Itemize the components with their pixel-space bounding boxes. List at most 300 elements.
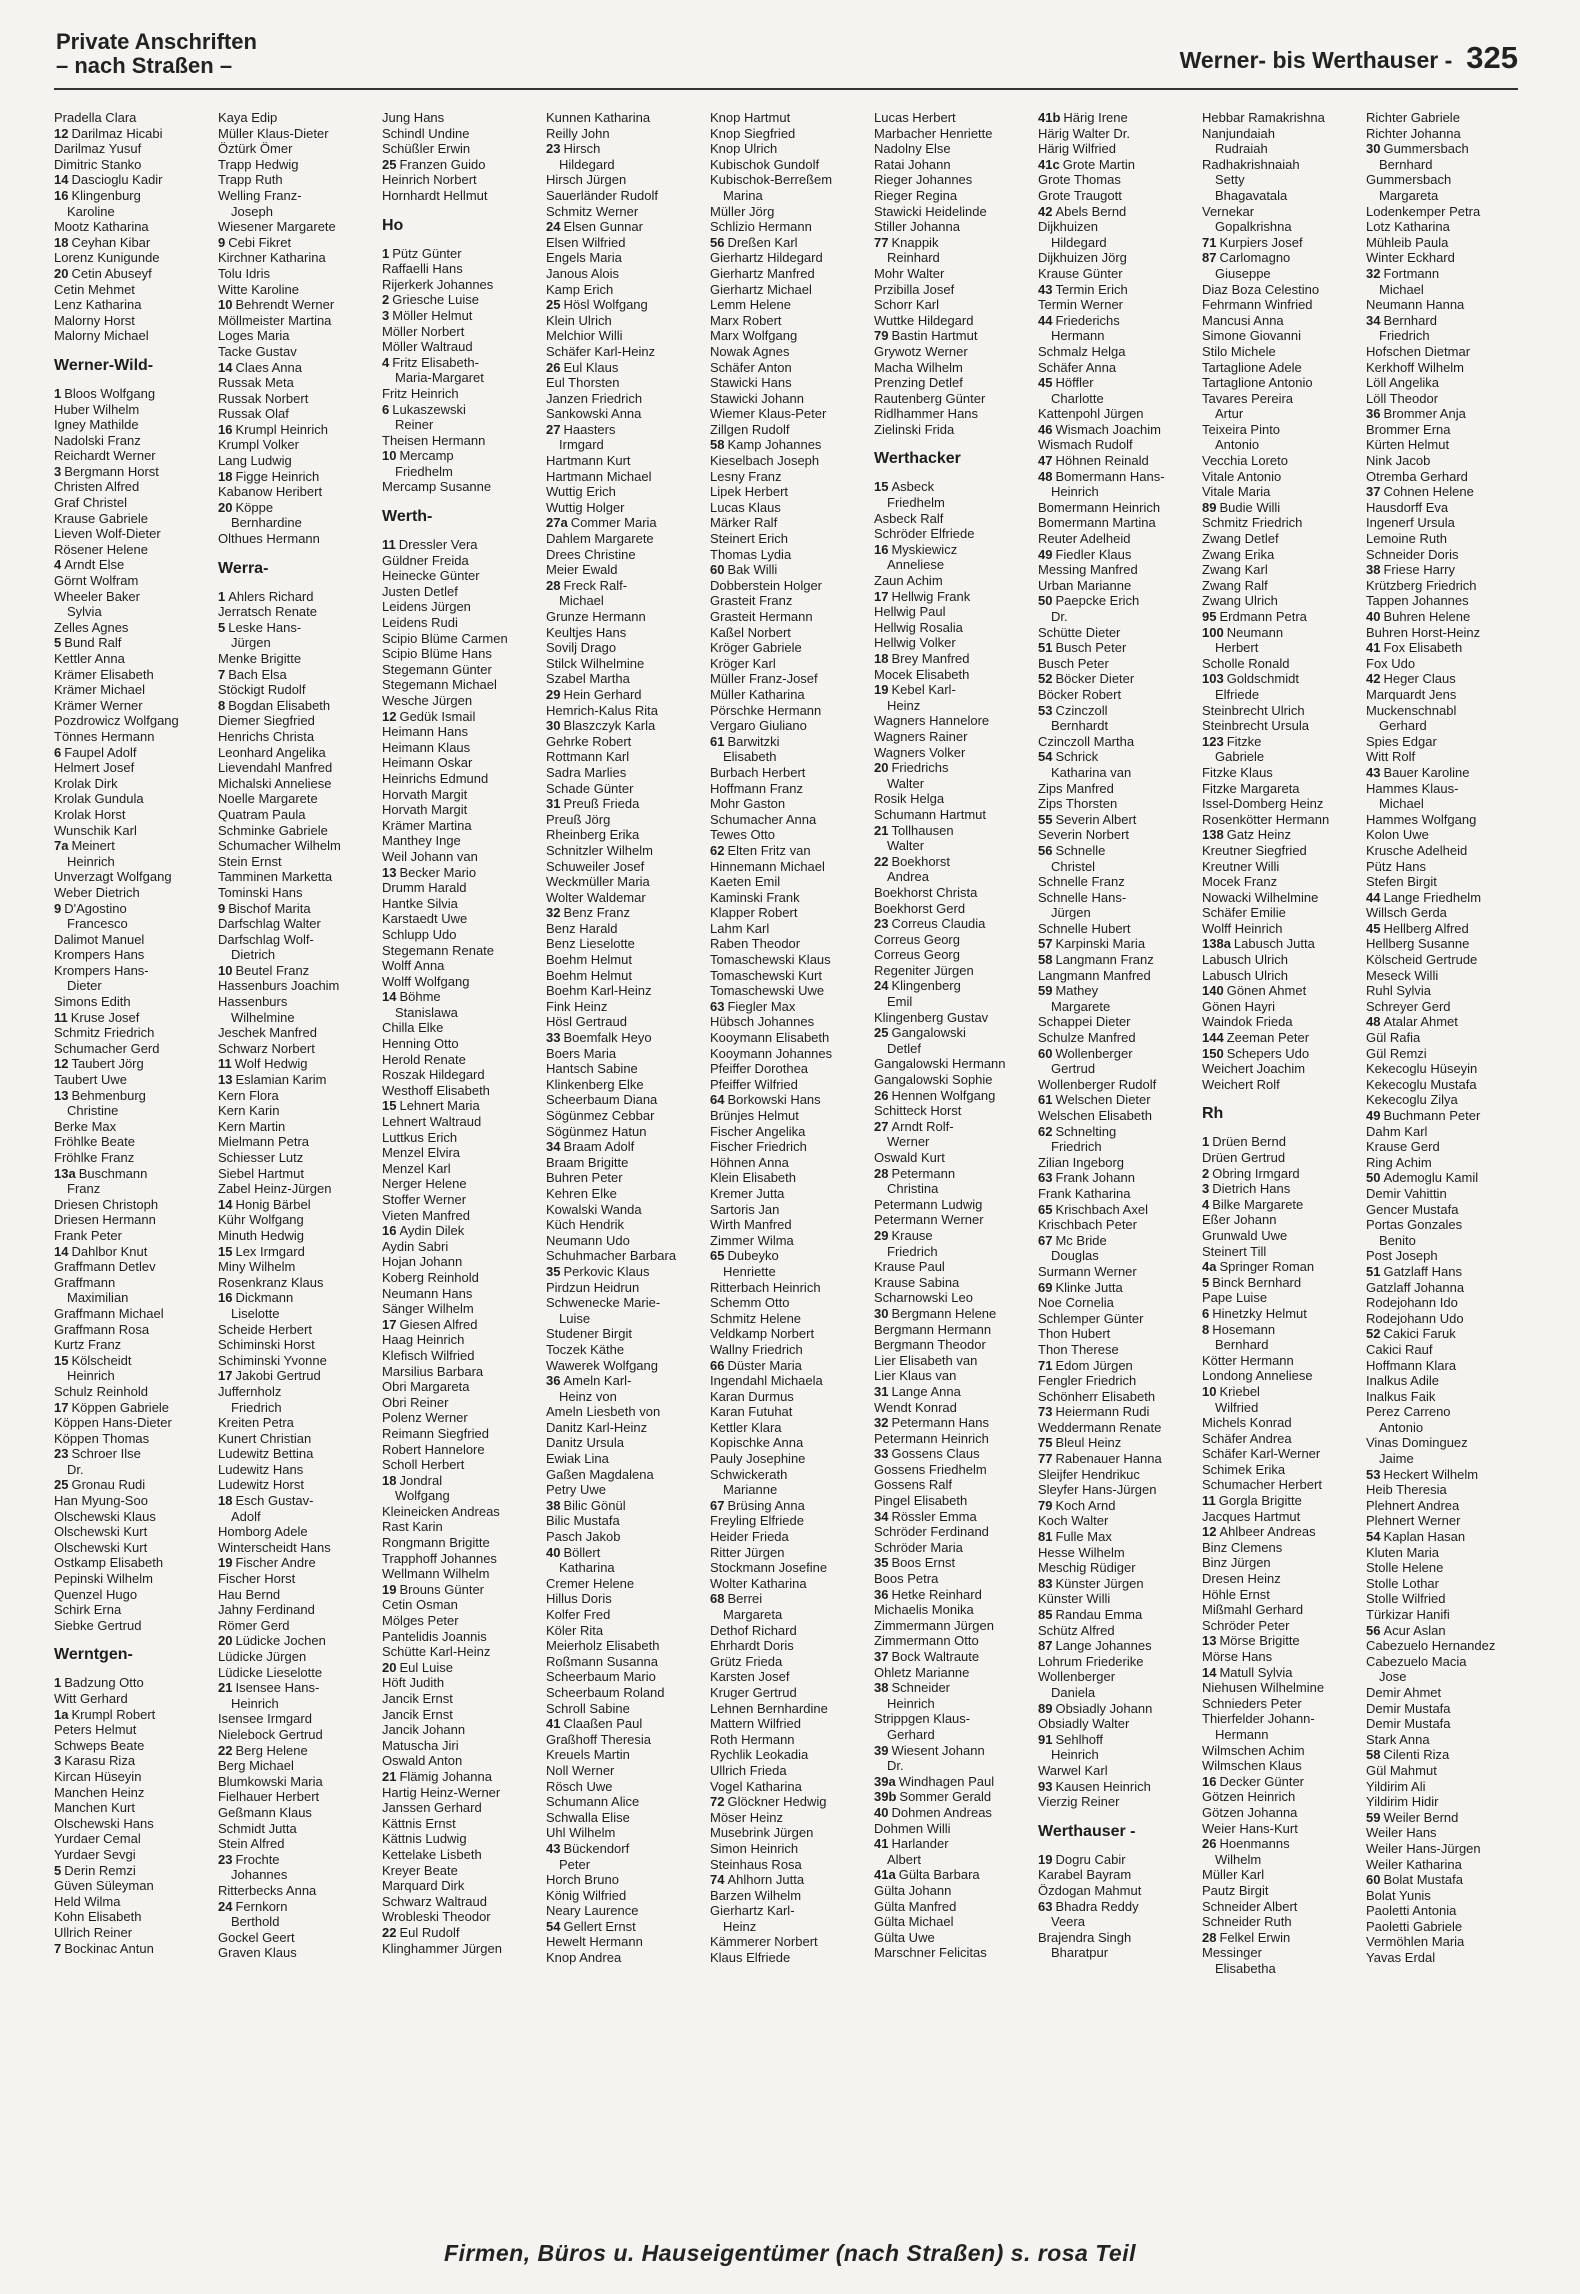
- resident-entry: [874, 791, 1032, 807]
- resident-name: Diaz Boza Celestino: [1202, 281, 1320, 297]
- resident-name: Boekhorst Christa: [874, 884, 978, 900]
- house-number: 40: [874, 1804, 889, 1820]
- resident-name: Schröder Ferdinand: [874, 1524, 989, 1540]
- resident-entry: [1202, 328, 1360, 344]
- resident-name: Krolak Dirk: [54, 775, 118, 791]
- resident-name: Noe Cornelia: [1038, 1295, 1114, 1311]
- resident-entry: [382, 646, 540, 662]
- resident-name: Behmenburg: [71, 1087, 146, 1103]
- resident-entry: [546, 1529, 704, 1545]
- resident-entry: [382, 833, 540, 849]
- resident-name: Hellwig Frank: [891, 588, 971, 604]
- resident-entry: [546, 126, 704, 142]
- resident-entry: [1038, 1420, 1196, 1436]
- resident-name: Heimann Oskar: [382, 755, 473, 771]
- resident-entry: [1202, 282, 1360, 298]
- resident-entry: [54, 402, 212, 418]
- resident-name: Hoffmann Klara: [1366, 1357, 1457, 1373]
- resident-name: Rosenkranz Klaus: [218, 1274, 324, 1290]
- resident-name: Yildirim Hidir: [1366, 1794, 1439, 1810]
- resident-entry: [1038, 157, 1196, 173]
- resident-name: Darilmaz Hicabi: [71, 125, 163, 141]
- house-number: 36: [1366, 406, 1381, 422]
- resident-entry: [874, 760, 1032, 776]
- resident-name: Ceyhan Kibar: [71, 234, 151, 250]
- house-number: 77: [1038, 1451, 1053, 1467]
- resident-entry: [1366, 1716, 1524, 1732]
- resident-name: Gönen Ahmet: [1226, 983, 1307, 999]
- resident-entry: [382, 584, 540, 600]
- resident-name: Krämer Martina: [382, 817, 472, 833]
- resident-entry: [710, 437, 868, 453]
- house-number: 20: [218, 499, 233, 515]
- resident-name: Vergaro Giuliano: [710, 718, 807, 734]
- resident-entry: [382, 261, 540, 277]
- resident-name: Bernhard: [1215, 1337, 1269, 1353]
- resident-entry: [382, 1863, 540, 1879]
- resident-entry: [546, 921, 704, 937]
- resident-name: Ohletz Marianne: [874, 1664, 970, 1680]
- resident-name: Nielebock Gertrud: [218, 1726, 323, 1742]
- resident-name: Klinke Jutta: [1055, 1279, 1123, 1295]
- resident-name: Pautz Birgit: [1202, 1882, 1269, 1898]
- resident-entry: [1202, 1805, 1360, 1821]
- resident-name: Kern Flora: [218, 1087, 279, 1103]
- resident-entry: [546, 1794, 704, 1810]
- resident-name: Margareta: [1379, 187, 1439, 203]
- resident-entry: [1202, 469, 1360, 485]
- house-number: 83: [1038, 1575, 1053, 1591]
- resident-name: Kreutner Willi: [1202, 858, 1280, 874]
- resident-entry: [218, 963, 376, 979]
- resident-name: Yavas Erdal: [1366, 1950, 1436, 1966]
- resident-name: Neary Laurence: [546, 1903, 639, 1919]
- header-subtitle: – nach Straßen –: [56, 53, 233, 78]
- resident-entry: [546, 1467, 704, 1483]
- resident-name: Henrichs Christa: [218, 728, 315, 744]
- house-number: 37: [1366, 484, 1381, 500]
- resident-name: Meier Ewald: [546, 562, 618, 578]
- house-number: 27: [874, 1118, 889, 1134]
- resident-entry: [382, 1379, 540, 1395]
- resident-name: Irmgard: [559, 437, 604, 453]
- resident-name: Malorny Horst: [54, 312, 135, 328]
- resident-entry: [546, 375, 704, 391]
- resident-entry: [1038, 749, 1196, 765]
- resident-entry: [218, 110, 376, 126]
- house-number: 7: [54, 1940, 62, 1956]
- resident-entry: [1038, 843, 1196, 859]
- resident-entry: [1202, 1743, 1360, 1759]
- resident-entry: [1038, 1311, 1196, 1327]
- resident-entry: [710, 1482, 868, 1498]
- resident-entry: [874, 1743, 1032, 1759]
- resident-name: Schrick: [1055, 749, 1099, 765]
- resident-entry: [1366, 827, 1524, 843]
- resident-entry: [1366, 1934, 1524, 1950]
- resident-name: Zeeman Peter: [1226, 1030, 1310, 1046]
- resident-entry: [54, 1769, 212, 1785]
- resident-entry: [218, 1103, 376, 1119]
- resident-name: Post Joseph: [1366, 1248, 1438, 1264]
- house-number: 63: [710, 998, 725, 1014]
- resident-entry: [218, 1134, 376, 1150]
- house-number: 36: [874, 1586, 889, 1602]
- resident-name: Weddermann Renate: [1038, 1419, 1162, 1435]
- resident-name: Heinz von: [559, 1388, 617, 1404]
- resident-entry: [710, 562, 868, 578]
- resident-entry: [1366, 1014, 1524, 1030]
- resident-name: Fielhauer Herbert: [218, 1789, 320, 1805]
- resident-name: Dahlbor Knut: [71, 1243, 148, 1259]
- resident-entry: [54, 1816, 212, 1832]
- resident-entry: [218, 901, 376, 917]
- resident-name: Warwel Karl: [1038, 1762, 1108, 1778]
- resident-entry: [1038, 1124, 1196, 1140]
- resident-name: Tominski Hans: [218, 884, 303, 900]
- resident-name: Aydin Sabri: [382, 1238, 449, 1254]
- resident-name: Zwang Detlef: [1202, 531, 1279, 547]
- resident-name: Uhl Wilhelm: [546, 1825, 616, 1841]
- resident-entry: [1202, 1077, 1360, 1093]
- resident-entry: [710, 749, 868, 765]
- resident-name: Kriebel: [1219, 1383, 1260, 1399]
- resident-entry: [874, 1821, 1032, 1837]
- resident-name: Krause Gabriele: [54, 510, 148, 526]
- resident-name: Friedrichs: [891, 760, 949, 776]
- resident-name: Wolff Wolfgang: [382, 973, 470, 989]
- resident-entry: [1366, 1373, 1524, 1389]
- resident-name: Russak Olaf: [218, 406, 289, 422]
- resident-entry: [54, 729, 212, 745]
- resident-name: Pörschke Hermann: [710, 702, 822, 718]
- resident-name: Quatram Paula: [218, 806, 306, 822]
- resident-entry: [1202, 765, 1360, 781]
- resident-name: Ingendahl Michaela: [710, 1373, 823, 1389]
- resident-entry: [382, 1800, 540, 1816]
- resident-name: Welling Franz-: [218, 187, 302, 203]
- resident-name: Sehlhoff: [1055, 1731, 1103, 1747]
- resident-name: Schiminski Horst: [218, 1337, 315, 1353]
- resident-name: Neumann Hans: [382, 1285, 473, 1301]
- resident-name: König Wilfried: [546, 1887, 627, 1903]
- directory-column: [1202, 110, 1360, 2226]
- resident-entry: [1038, 1529, 1196, 1545]
- resident-name: Matuscha Jiri: [382, 1737, 459, 1753]
- resident-name: Sögünmez Cebbar: [546, 1108, 655, 1123]
- resident-name: Marx Wolfgang: [710, 328, 798, 344]
- resident-entry: [1366, 1046, 1524, 1062]
- house-number: 58: [1038, 952, 1053, 968]
- resident-name: Obsiadly Walter: [1038, 1716, 1130, 1732]
- resident-entry: [1366, 1482, 1524, 1498]
- resident-name: Czinczoll: [1055, 702, 1108, 718]
- resident-name: Fengler Friedrich: [1038, 1373, 1137, 1389]
- resident-name: Güven Süleyman: [54, 1878, 154, 1894]
- resident-name: Boehm Helmut: [546, 952, 632, 968]
- resident-name: Herbert: [1215, 640, 1259, 656]
- resident-name: Kröger Karl: [710, 655, 776, 671]
- resident-name: Boekhorst: [891, 853, 951, 869]
- resident-entry: [1366, 391, 1524, 407]
- resident-entry: [382, 464, 540, 480]
- resident-name: Stilo Michele: [1202, 343, 1276, 359]
- resident-entry: [382, 1769, 540, 1785]
- house-number: 150: [1202, 1045, 1224, 1061]
- resident-entry: [1038, 890, 1196, 906]
- resident-entry: [1366, 1404, 1524, 1420]
- resident-entry: [1038, 126, 1196, 142]
- resident-entry: [382, 1005, 540, 1021]
- resident-entry: [874, 1649, 1032, 1665]
- resident-name: Bernhardt: [1051, 718, 1109, 734]
- resident-name: Claaßen Paul: [563, 1716, 643, 1732]
- resident-entry: [54, 807, 212, 823]
- resident-name: Müller Klaus-Dieter: [218, 125, 329, 141]
- resident-name: Brouns Günter: [399, 1581, 485, 1597]
- resident-name: Heimann Hans: [382, 724, 468, 740]
- resident-entry: [1366, 1607, 1524, 1623]
- resident-name: Heinz: [887, 697, 921, 713]
- resident-entry: [710, 1077, 868, 1093]
- resident-name: Schweps Beate: [54, 1737, 145, 1753]
- resident-entry: [382, 802, 540, 818]
- resident-entry: [54, 219, 212, 235]
- resident-entry: [1366, 188, 1524, 204]
- resident-entry: [710, 1919, 868, 1935]
- resident-entry: [1038, 219, 1196, 235]
- resident-entry: [382, 1036, 540, 1052]
- resident-name: Kooymann Elisabeth: [710, 1030, 830, 1046]
- resident-entry: [218, 204, 376, 220]
- resident-name: Kubischok Gundolf: [710, 156, 820, 172]
- resident-entry: [54, 791, 212, 807]
- resident-name: Graffmann Michael: [54, 1305, 164, 1321]
- resident-name: Rast Karin: [382, 1519, 443, 1535]
- resident-name: Hoenmanns: [1219, 1836, 1290, 1852]
- resident-entry: [546, 765, 704, 781]
- resident-name: Graf Christel: [54, 495, 127, 511]
- resident-entry: [710, 999, 868, 1015]
- resident-name: Hartmann Michael: [546, 468, 652, 484]
- resident-entry: [1366, 890, 1524, 906]
- resident-name: Höhle Ernst: [1202, 1586, 1270, 1602]
- resident-name: Vecchia Loreto: [1202, 453, 1289, 469]
- resident-entry: [1366, 609, 1524, 625]
- resident-entry: [710, 484, 868, 500]
- resident-entry: [874, 328, 1032, 344]
- resident-entry: [874, 235, 1032, 251]
- resident-entry: [1202, 1602, 1360, 1618]
- resident-name: Schäfer Karl-Heinz: [546, 343, 656, 359]
- resident-entry: [874, 1696, 1032, 1712]
- house-number: 19: [218, 1555, 233, 1571]
- resident-entry: [382, 448, 540, 464]
- resident-entry: [218, 1805, 376, 1821]
- resident-name: Danitz Ursula: [546, 1435, 625, 1451]
- resident-name: Fehrmann Winfried: [1202, 297, 1313, 313]
- resident-name: Gülta Uwe: [874, 1929, 935, 1945]
- resident-entry: [546, 1732, 704, 1748]
- resident-entry: [1202, 983, 1360, 999]
- resident-name: Marsilius Barbara: [382, 1363, 484, 1379]
- resident-name: Böcker Dieter: [1055, 671, 1135, 687]
- resident-entry: [546, 500, 704, 516]
- resident-entry: [54, 1909, 212, 1925]
- resident-entry: [874, 885, 1032, 901]
- resident-entry: [874, 620, 1032, 636]
- resident-name: Wollenberger Rudolf: [1038, 1076, 1157, 1092]
- resident-entry: [1202, 204, 1360, 220]
- resident-name: Karoline: [67, 203, 115, 219]
- resident-entry: [218, 1212, 376, 1228]
- resident-name: Gatzlaff Hans: [1383, 1263, 1462, 1279]
- resident-name: Kölscheid Gertrude: [1366, 952, 1478, 968]
- header-title: Private Anschriften: [56, 29, 257, 54]
- resident-entry: [546, 578, 704, 594]
- resident-name: Kekecoglu Zilya: [1366, 1092, 1458, 1108]
- resident-entry: [1202, 1571, 1360, 1587]
- house-number: 11: [1202, 1493, 1216, 1509]
- resident-name: Dobberstein Holger: [710, 577, 823, 593]
- resident-entry: [1038, 1295, 1196, 1311]
- resident-name: Acur Aslan: [1383, 1622, 1446, 1638]
- resident-name: Wesche Jürgen: [382, 693, 473, 708]
- resident-name: Marschner Felicitas: [874, 1945, 987, 1961]
- resident-name: Tomaschewski Klaus: [710, 952, 831, 968]
- resident-name: Krumpl Robert: [71, 1706, 156, 1722]
- resident-entry: [54, 1477, 212, 1493]
- house-number: 13: [218, 1072, 233, 1088]
- resident-entry: [1366, 718, 1524, 734]
- resident-name: Hellberg Alfred: [1383, 920, 1469, 936]
- resident-entry: [54, 110, 212, 126]
- resident-name: Bolat Yunis: [1366, 1887, 1431, 1903]
- resident-name: Surmann Werner: [1038, 1263, 1137, 1279]
- resident-entry: [1038, 1576, 1196, 1592]
- resident-entry: [1038, 687, 1196, 703]
- house-number: 74: [710, 1872, 725, 1888]
- resident-name: Frank Peter: [54, 1227, 122, 1243]
- resident-entry: [546, 219, 704, 235]
- resident-entry: [382, 1239, 540, 1255]
- resident-name: Boemfalk Heyo: [563, 1030, 652, 1046]
- resident-name: Margareta: [723, 1607, 783, 1622]
- house-number: 58: [1366, 1747, 1381, 1763]
- resident-name: Horvath Margit: [382, 786, 468, 802]
- resident-entry: [1366, 126, 1524, 142]
- resident-name: Fulle Max: [1055, 1529, 1112, 1545]
- resident-entry: [1366, 1872, 1524, 1888]
- resident-name: Vermöhlen Maria: [1366, 1934, 1465, 1950]
- resident-name: Hirsch Jürgen: [546, 172, 627, 188]
- resident-entry: [218, 1244, 376, 1260]
- resident-entry: [1366, 328, 1524, 344]
- house-number: 57: [1038, 936, 1053, 952]
- resident-entry: [1202, 593, 1360, 609]
- resident-name: Krolak Gundula: [54, 791, 144, 807]
- resident-entry: [546, 640, 704, 656]
- resident-entry: [54, 620, 212, 636]
- resident-name: Paepcke Erich: [1055, 593, 1140, 609]
- resident-name: Kebel Karl-: [891, 682, 956, 698]
- resident-entry: [382, 1551, 540, 1567]
- resident-name: Blaszczyk Karla: [563, 718, 656, 734]
- resident-name: Dimitric Stanko: [54, 156, 142, 172]
- resident-entry: [546, 250, 704, 266]
- resident-entry: [54, 1290, 212, 1306]
- resident-entry: [546, 827, 704, 843]
- resident-entry: [1366, 1451, 1524, 1467]
- resident-name: Fischer Horst: [218, 1571, 296, 1587]
- resident-name: Ullrich Reiner: [54, 1924, 133, 1940]
- resident-name: Lemm Helene: [710, 297, 791, 313]
- resident-entry: [1038, 1883, 1196, 1899]
- resident-entry: [54, 1212, 212, 1228]
- resident-name: Kettler Anna: [54, 651, 125, 666]
- resident-entry: [1038, 999, 1196, 1015]
- resident-entry: [382, 1426, 540, 1442]
- resident-entry: [710, 1061, 868, 1077]
- resident-entry: [1038, 1108, 1196, 1124]
- resident-name: Wheeler Baker: [54, 588, 140, 604]
- resident-name: Bak Willi: [727, 562, 778, 578]
- resident-entry: [382, 1332, 540, 1348]
- resident-entry: [54, 978, 212, 994]
- resident-entry: [1038, 1763, 1196, 1779]
- resident-name: Randau Emma: [1055, 1607, 1143, 1622]
- resident-name: Walter: [887, 838, 925, 854]
- resident-entry: [1038, 1591, 1196, 1607]
- resident-entry: [546, 859, 704, 875]
- resident-entry: [546, 1950, 704, 1966]
- resident-name: Stein Ernst: [218, 853, 282, 869]
- resident-entry: [54, 1587, 212, 1603]
- resident-name: Gronau Rudi: [71, 1477, 146, 1493]
- house-number: 42: [1038, 203, 1053, 219]
- resident-entry: [382, 277, 540, 293]
- resident-name: Figge Heinrich: [235, 468, 320, 484]
- resident-entry: [546, 1872, 704, 1888]
- resident-entry: [218, 635, 376, 651]
- resident-entry: [54, 511, 212, 527]
- house-number: 48: [1366, 1014, 1381, 1030]
- resident-name: Henriette: [723, 1263, 776, 1279]
- resident-entry: [1366, 656, 1524, 672]
- resident-name: Schuweiler Josef: [546, 858, 645, 874]
- resident-name: Springer Roman: [1219, 1259, 1315, 1275]
- resident-entry: [1202, 843, 1360, 859]
- resident-name: Schminke Gabriele: [218, 822, 328, 838]
- resident-entry: [1366, 110, 1524, 126]
- resident-entry: [874, 1945, 1032, 1961]
- house-number: 25: [546, 297, 561, 313]
- resident-name: Lange Friedhelm: [1383, 889, 1482, 905]
- resident-name: Schnelle: [1055, 842, 1106, 858]
- resident-entry: [1202, 1711, 1360, 1727]
- resident-entry: [382, 1083, 540, 1099]
- resident-entry: [1366, 484, 1524, 500]
- resident-name: Correus Georg: [874, 931, 960, 947]
- resident-entry: [382, 433, 540, 449]
- resident-name: Hammes Klaus-: [1366, 780, 1459, 796]
- resident-name: Katharina van: [1051, 764, 1132, 780]
- house-number: 18: [218, 1493, 233, 1509]
- resident-entry: [710, 1607, 868, 1623]
- house-number: 41a: [874, 1867, 896, 1883]
- resident-entry: [874, 1431, 1032, 1447]
- resident-name: Petermann Heinrich: [874, 1430, 989, 1446]
